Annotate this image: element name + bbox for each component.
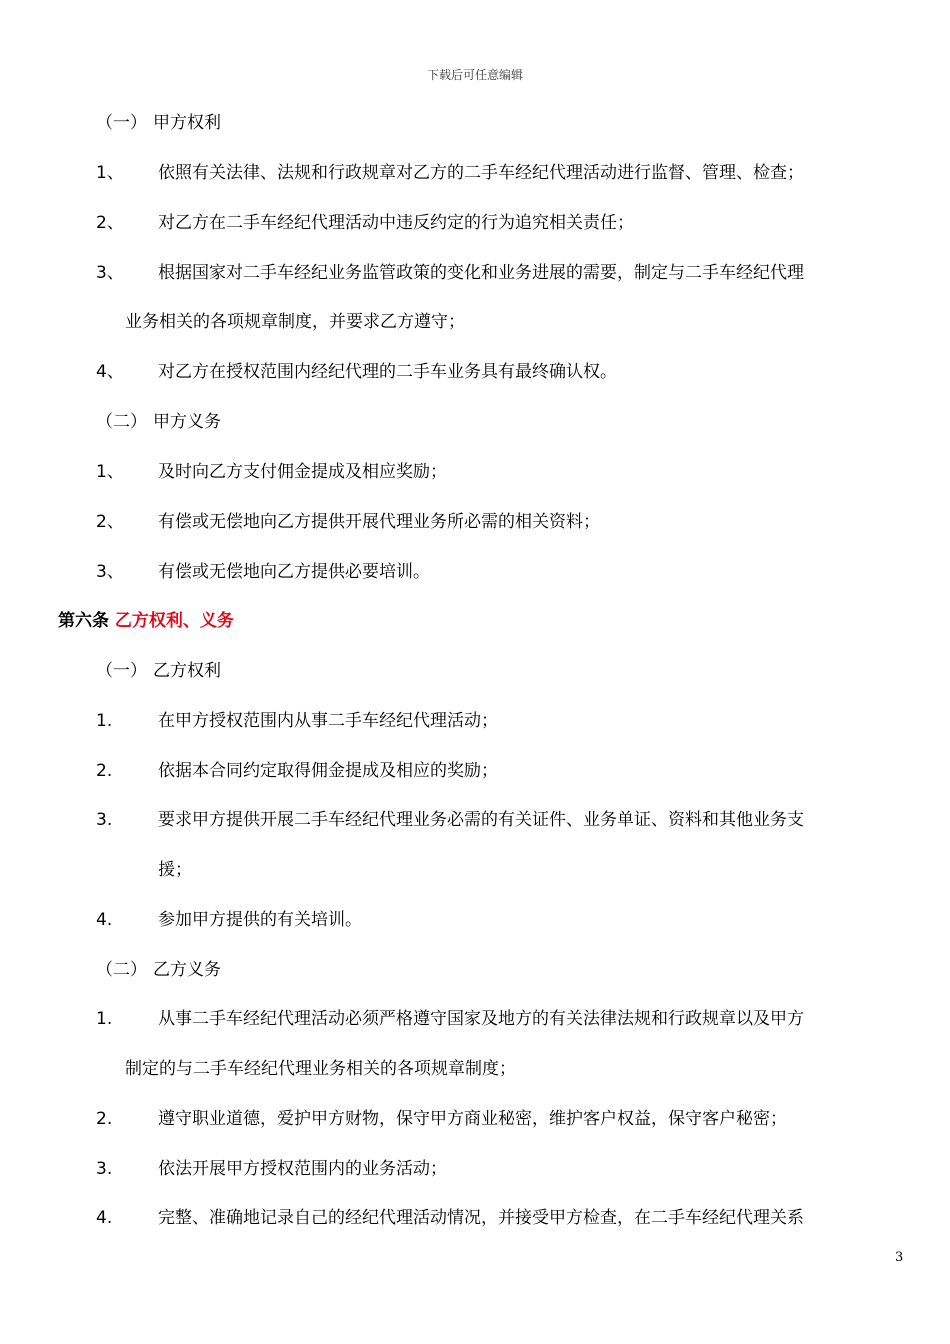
section-marker: （一） [96, 661, 147, 681]
item-text: 遵守职业道德，爱护甲方财物，保守甲方商业秘密，维护客户权益，保守客户秘密； [158, 1109, 787, 1129]
item-text-continued: 业务相关的各项规章制度，并要求乙方遵守； [125, 312, 465, 332]
item-text-continued: 援； [158, 860, 192, 880]
section-marker: （二） [96, 412, 147, 432]
item-number: 1、 [96, 462, 124, 482]
item-text: 在甲方授权范围内从事二手车经纪代理活动； [158, 711, 498, 731]
item-number: 4、 [96, 362, 124, 382]
item-text: 根据国家对二手车经纪业务监管政策的变化和业务进展的需要，制定与二手车经纪代理 [158, 263, 804, 283]
item-text: 要求甲方提供开展二手车经纪代理业务必需的有关证件、业务单证、资料和其他业务支 [158, 810, 804, 830]
item-number: 2、 [96, 213, 124, 233]
item-text-continued: 制定的与二手车经纪代理业务相关的各项规章制度； [125, 1059, 516, 1079]
item-number: 4. [96, 1208, 113, 1228]
article-label: 第六条 [58, 611, 109, 631]
item-text: 有偿或无偿地向乙方提供开展代理业务所必需的相关资料； [158, 512, 600, 532]
item-number: 1. [96, 1009, 113, 1029]
item-number: 3、 [96, 263, 124, 283]
item-number: 3. [96, 1159, 113, 1179]
item-number: 3. [96, 810, 113, 830]
item-text: 从事二手车经纪代理活动必须严格遵守国家及地方的有关法律法规和行政规章以及甲方 [158, 1009, 804, 1029]
article-title: 乙方权利、义务 [114, 611, 234, 631]
item-text: 依照有关法律、法规和行政规章对乙方的二手车经纪代理活动进行监督、管理、检查； [158, 163, 804, 183]
section-marker: （一） [96, 113, 147, 133]
item-text: 及时向乙方支付佣金提成及相应奖励； [158, 462, 447, 482]
item-text: 依法开展甲方授权范围内的业务活动； [158, 1159, 447, 1179]
section-title: 乙方权利 [153, 661, 221, 681]
item-number: 1、 [96, 163, 124, 183]
item-number: 2、 [96, 512, 124, 532]
section-title: 甲方义务 [153, 412, 221, 432]
item-text: 对乙方在二手车经纪代理活动中违反约定的行为追究相关责任； [158, 213, 634, 233]
item-number: 3、 [96, 562, 124, 582]
article-label-group [58, 606, 234, 636]
item-number: 4. [96, 910, 113, 930]
section-title: 甲方权利 [153, 113, 221, 133]
item-text: 对乙方在授权范围内经纪代理的二手车业务具有最终确认权。 [158, 362, 617, 382]
item-number: 2. [96, 761, 113, 781]
page-number: 3 [895, 1250, 904, 1265]
item-text: 参加甲方提供的有关培训。 [158, 910, 362, 930]
section-title: 乙方义务 [153, 960, 221, 980]
item-number: 2. [96, 1109, 113, 1129]
item-text: 完整、准确地记录自己的经纪代理活动情况，并接受甲方检查，在二手车经纪代理关系 [158, 1208, 804, 1228]
item-number: 1. [96, 711, 113, 731]
page-header: 下载后可任意编辑 [426, 68, 523, 82]
item-text: 有偿或无偿地向乙方提供必要培训。 [158, 562, 430, 582]
item-text: 依据本合同约定取得佣金提成及相应的奖励； [158, 761, 498, 781]
section-marker: （二） [96, 960, 147, 980]
